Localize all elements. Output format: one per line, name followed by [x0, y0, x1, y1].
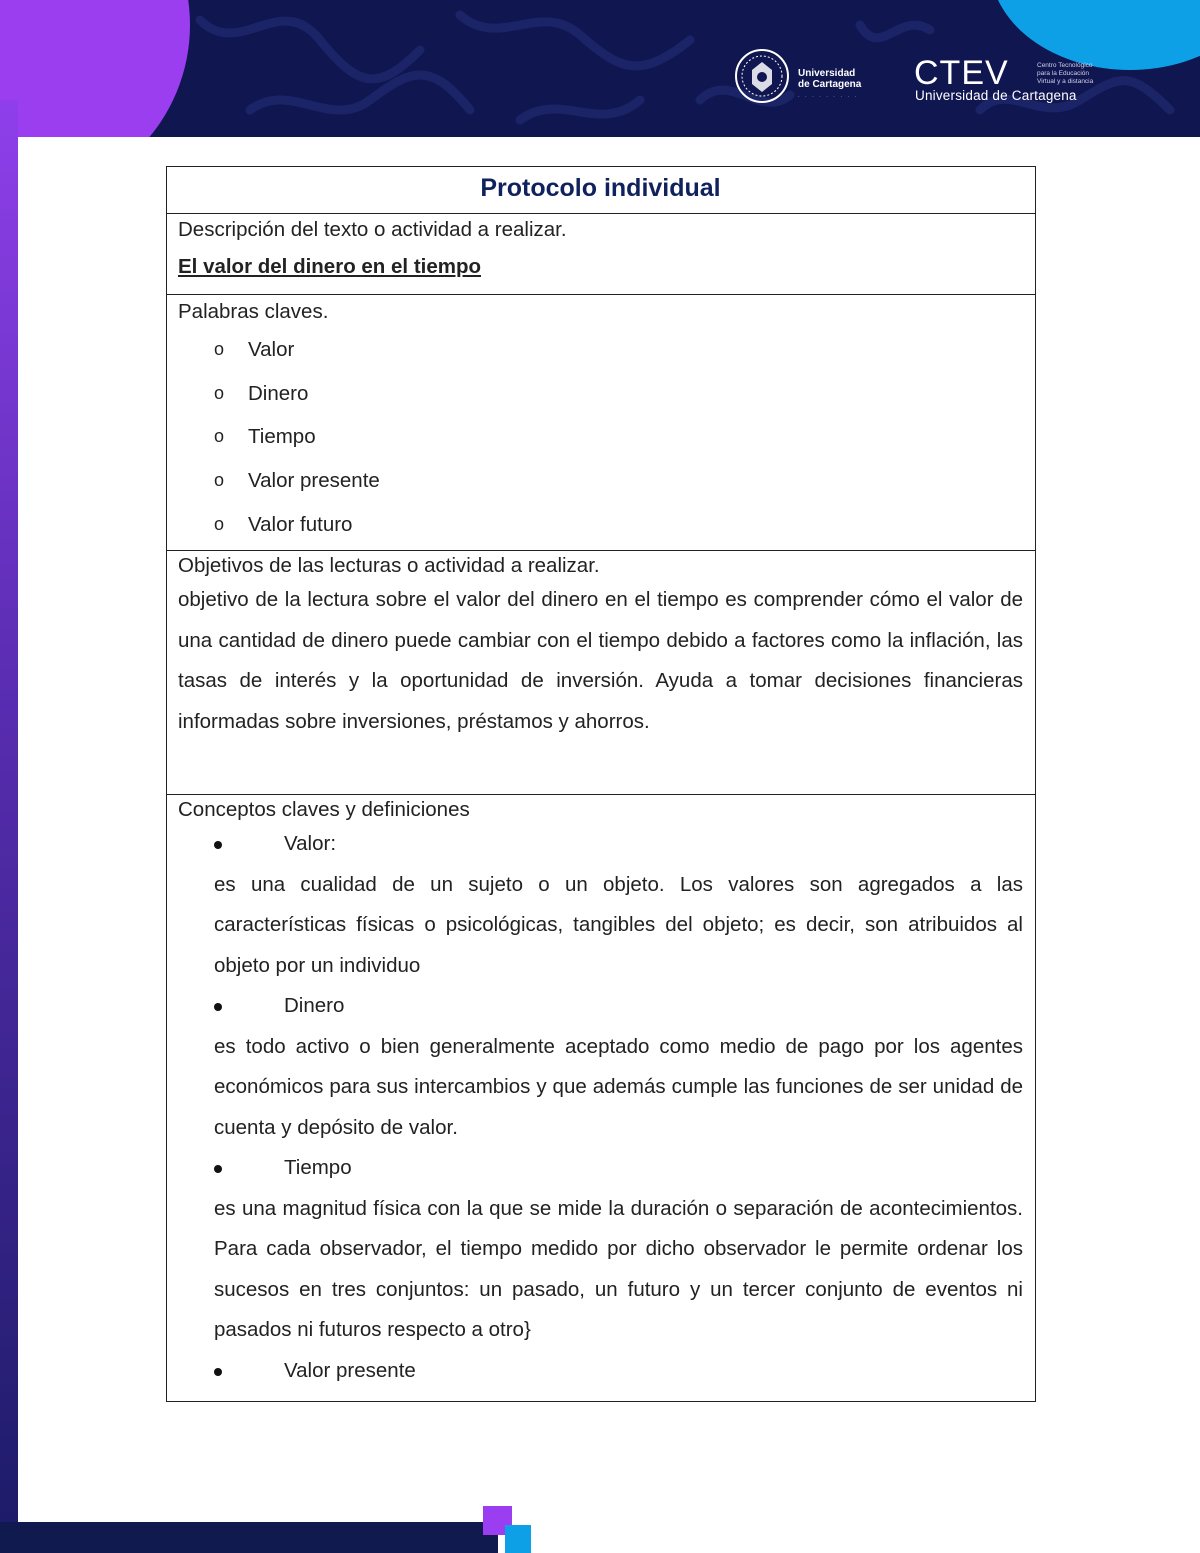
header-band — [0, 0, 1200, 137]
description-label: Descripción del texto o actividad a realizar. — [178, 218, 567, 241]
concept-definition: es una magnitud física con la que se mide la duración o separación de acontecimientos. Para cada observador, el tiempo medido por dicho observador le permite ordenar los sucesos en tres conjuntos: un pasado, un futuro y un tercer conjunto de eventos ni pasados ni futuros respecto a otro} — [214, 1196, 1023, 1341]
ctev-subtitle: Universidad de Cartagena — [915, 88, 1077, 103]
concepts-section — [167, 794, 1035, 1401]
ctev-logo — [914, 56, 1104, 104]
concept-term-text: Tiempo — [284, 1156, 352, 1179]
concepts-label: Conceptos claves y definiciones — [178, 798, 470, 821]
bullet-dot — [214, 841, 222, 849]
concept-term — [178, 824, 1023, 865]
keywords-section — [167, 294, 1035, 550]
bullet-glyph: o — [214, 470, 225, 491]
bullet-glyph: o — [214, 339, 225, 359]
list-item — [214, 372, 1023, 416]
protocol-table — [166, 166, 1036, 1402]
bullet-dot — [214, 1368, 222, 1376]
keyword-text: Valor presente — [248, 469, 380, 493]
list-item — [214, 415, 1023, 459]
objectives-section — [167, 550, 1035, 794]
keyword-text: Valor — [248, 338, 295, 361]
purple-blob — [0, 0, 190, 137]
concept-term-text: Dinero — [284, 994, 345, 1017]
list-item — [214, 328, 1023, 372]
concept-term — [178, 986, 1023, 1027]
footer-bar — [0, 1522, 498, 1553]
bullet-dot — [214, 1003, 222, 1011]
ctev-tagline: Centro Tecnológico para la Educación Virtual y a distancia — [1037, 62, 1094, 85]
concept-definition: es una cualidad de un sujeto o un objeto. Los valores son agregados a las características físicas o psicológicas, tangibles del objeto; es decir, son atribuidos al objeto por un individuo — [214, 872, 1023, 977]
description-topic: El valor del dinero en el tiempo — [178, 255, 482, 278]
objectives-label: Objetivos de las lecturas o actividad a realizar. — [178, 554, 600, 577]
bullet-glyph: o — [214, 426, 225, 447]
keyword-text: Valor futuro — [248, 512, 353, 536]
footer-square-blue — [505, 1525, 531, 1553]
objectives-text: objetivo de la lectura sobre el valor del dinero en el tiempo es comprender cómo el valor de una cantidad de dinero puede cambiar con el tiempo debido a factores como la inflación, las tasas de interés y la oportunidad de inversión. Ayuda a tomar decisiones financieras informadas sobre inversiones, préstamos y ahorros. — [178, 588, 1023, 733]
university-name — [798, 68, 861, 103]
keywords-list — [178, 328, 1023, 547]
list-item — [214, 503, 1023, 547]
protocol-title-row — [167, 167, 1035, 213]
bullet-glyph: o — [214, 382, 225, 403]
bullet-glyph: o — [214, 513, 225, 534]
concept-term-text: Valor presente — [284, 1358, 416, 1382]
universidad-logo — [734, 48, 864, 104]
concept-term — [178, 1351, 1023, 1392]
university-name-line1: Universidad — [798, 68, 856, 79]
description-section — [167, 213, 1035, 294]
university-name-line2: de Cartagena — [798, 79, 862, 90]
concept-term — [178, 1148, 1023, 1189]
bullet-dot — [214, 1165, 222, 1173]
list-item — [214, 459, 1023, 503]
left-accent-strip — [0, 100, 18, 1553]
keyword-text: Tiempo — [248, 425, 316, 449]
concept-term-text: Valor: — [284, 832, 337, 855]
ctev-mark: CTEV — [914, 54, 1009, 92]
protocol-title: Protocolo individual — [480, 174, 721, 202]
keyword-text: Dinero — [248, 381, 309, 405]
university-motto: · · · · · · · · · — [798, 94, 859, 100]
concept-definition: es todo activo o bien generalmente aceptado como medio de pago por los agentes económicos para sus intercambios y que además cumple las funciones de ser unidad de cuenta y depósito de valor. — [214, 1034, 1023, 1139]
university-seal-icon — [734, 48, 790, 104]
keywords-label: Palabras claves. — [178, 300, 329, 323]
